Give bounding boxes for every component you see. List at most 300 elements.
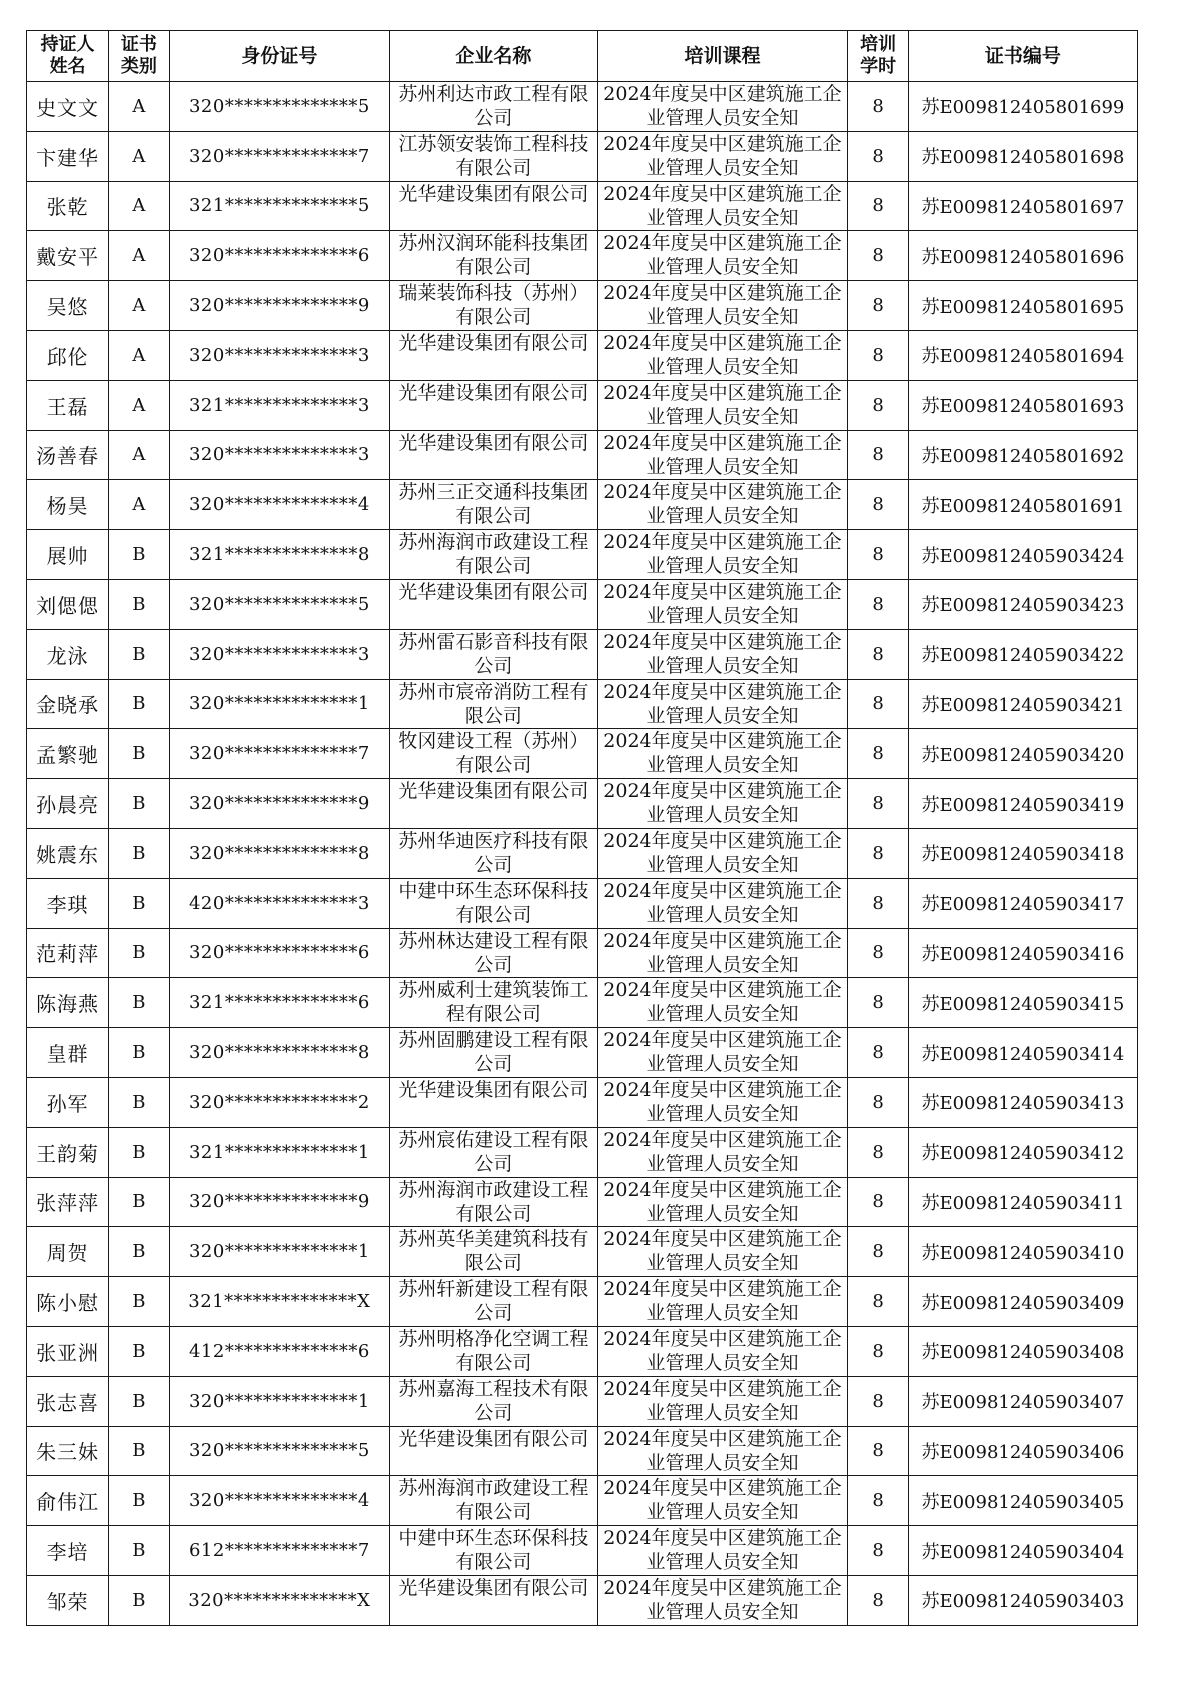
company-cell-text: 中建中环生态环保科技有限公司 — [398, 1527, 589, 1573]
hours-cell: 8 — [848, 1028, 909, 1078]
company-cell-text: 苏州嘉海工程技术有限公司 — [398, 1377, 589, 1423]
company-cell-text: 苏州海润市政建设工程有限公司 — [398, 1477, 589, 1523]
holder-name-cell: 杨昊 — [27, 480, 109, 530]
company-cell-text: 苏州华迪医疗科技有限公司 — [398, 829, 589, 875]
course-cell-text: 2024年度吴中区建筑施工企业管理人员安全知 — [603, 1377, 842, 1423]
company-cell-text: 光华建设集团有限公司 — [398, 1078, 589, 1101]
hours-cell: 8 — [848, 1127, 909, 1177]
course-cell-text: 2024年度吴中区建筑施工企业管理人员安全知 — [603, 182, 842, 228]
hours-cell: 8 — [848, 231, 909, 281]
company-cell — [390, 629, 598, 679]
course-cell-text: 2024年度吴中区建筑施工企业管理人员安全知 — [603, 1278, 842, 1324]
hours-cell: 8 — [848, 480, 909, 530]
cert-number-cell: 苏E009812405903405 — [908, 1476, 1137, 1526]
id-number-cell: 320**************4 — [169, 480, 389, 530]
company-cell-text: 苏州三正交通科技集团有限公司 — [398, 481, 589, 527]
company-cell — [390, 1227, 598, 1277]
company-cell-text: 光华建设集团有限公司 — [398, 580, 589, 603]
company-cell — [390, 131, 598, 181]
company-cell — [390, 1177, 598, 1227]
course-cell-text: 2024年度吴中区建筑施工企业管理人员安全知 — [603, 83, 842, 128]
id-number-cell: 320**************6 — [169, 928, 389, 978]
course-cell — [597, 82, 848, 132]
course-cell-text: 2024年度吴中区建筑施工企业管理人员安全知 — [603, 531, 842, 577]
cert-category-cell: B — [109, 1376, 170, 1426]
cert-category-cell: B — [109, 1127, 170, 1177]
cert-number-cell: 苏E009812405903404 — [908, 1526, 1137, 1576]
company-cell — [390, 330, 598, 380]
company-cell-text: 瑞莱装饰科技（苏州）有限公司 — [398, 282, 589, 328]
course-cell — [597, 131, 848, 181]
hours-cell: 8 — [848, 131, 909, 181]
hours-cell: 8 — [848, 1177, 909, 1227]
certificate-table — [26, 30, 1138, 1626]
company-cell-text: 苏州海润市政建设工程有限公司 — [398, 531, 589, 577]
cert-category-cell: A — [109, 82, 170, 132]
course-cell — [597, 1177, 848, 1227]
hours-cell: 8 — [848, 1326, 909, 1376]
company-cell — [390, 380, 598, 430]
id-number-cell: 320**************1 — [169, 679, 389, 729]
cert-number-cell: 苏E009812405903412 — [908, 1127, 1137, 1177]
table-row — [27, 828, 1138, 878]
holder-name-cell: 张志喜 — [27, 1376, 109, 1426]
cert-number-cell: 苏E009812405903407 — [908, 1376, 1137, 1426]
company-cell-text: 苏州林达建设工程有限公司 — [398, 929, 589, 975]
course-cell — [597, 978, 848, 1028]
id-number-cell: 321**************8 — [169, 530, 389, 580]
cert-number-cell: 苏E009812405903410 — [908, 1227, 1137, 1277]
id-number-cell: 320**************3 — [169, 430, 389, 480]
cert-category-cell: A — [109, 380, 170, 430]
holder-name-cell: 卞建华 — [27, 131, 109, 181]
id-number-cell: 320**************3 — [169, 629, 389, 679]
company-cell — [390, 430, 598, 480]
cert-number-cell: 苏E009812405903417 — [908, 878, 1137, 928]
company-cell-text: 光华建设集团有限公司 — [398, 431, 589, 454]
table-body — [27, 82, 1138, 1626]
course-cell — [597, 1127, 848, 1177]
course-cell-text: 2024年度吴中区建筑施工企业管理人员安全知 — [603, 630, 842, 676]
table-row — [27, 1028, 1138, 1078]
id-number-cell: 321**************5 — [169, 181, 389, 231]
table-row — [27, 330, 1138, 380]
course-cell — [597, 1326, 848, 1376]
company-cell-text: 江苏领安装饰工程科技有限公司 — [398, 132, 589, 178]
course-cell-text: 2024年度吴中区建筑施工企业管理人员安全知 — [603, 879, 842, 925]
company-cell-text: 苏州海润市政建设工程有限公司 — [398, 1178, 589, 1224]
cert-category-cell: B — [109, 1326, 170, 1376]
cert-category-cell: B — [109, 1177, 170, 1227]
cert-number-cell: 苏E009812405801695 — [908, 281, 1137, 331]
hours-cell: 8 — [848, 828, 909, 878]
table-row — [27, 131, 1138, 181]
table-row — [27, 779, 1138, 829]
cert-category-cell: B — [109, 1575, 170, 1625]
company-cell-text: 中建中环生态环保科技有限公司 — [398, 879, 589, 925]
id-number-cell: 412**************6 — [169, 1326, 389, 1376]
hours-cell: 8 — [848, 1526, 909, 1576]
company-cell — [390, 878, 598, 928]
table-row — [27, 1127, 1138, 1177]
id-number-cell: 320**************7 — [169, 131, 389, 181]
holder-name-cell: 孙晨亮 — [27, 779, 109, 829]
cert-category-cell: B — [109, 679, 170, 729]
header-id-number: 身份证号 — [169, 31, 389, 82]
cert-category-cell: B — [109, 1028, 170, 1078]
cert-number-cell: 苏E009812405903415 — [908, 978, 1137, 1028]
cert-category-cell: B — [109, 878, 170, 928]
id-number-cell: 320**************6 — [169, 231, 389, 281]
course-cell-text: 2024年度吴中区建筑施工企业管理人员安全知 — [603, 1427, 842, 1473]
company-cell — [390, 1326, 598, 1376]
id-number-cell: 320**************3 — [169, 330, 389, 380]
cert-category-cell: B — [109, 828, 170, 878]
cert-number-cell: 苏E009812405801692 — [908, 430, 1137, 480]
holder-name-cell: 俞伟江 — [27, 1476, 109, 1526]
table-row — [27, 629, 1138, 679]
table-row — [27, 729, 1138, 779]
holder-name-cell: 展帅 — [27, 530, 109, 580]
id-number-cell: 320**************4 — [169, 1476, 389, 1526]
cert-number-cell: 苏E009812405903411 — [908, 1177, 1137, 1227]
company-cell-text: 光华建设集团有限公司 — [398, 182, 589, 205]
id-number-cell: 320**************5 — [169, 82, 389, 132]
id-number-cell: 612**************7 — [169, 1526, 389, 1576]
company-cell — [390, 480, 598, 530]
course-cell — [597, 330, 848, 380]
hours-cell: 8 — [848, 978, 909, 1028]
company-cell-text: 牧冈建设工程（苏州）有限公司 — [398, 730, 589, 776]
cert-category-cell: A — [109, 281, 170, 331]
company-cell — [390, 1426, 598, 1476]
holder-name-cell: 陈海燕 — [27, 978, 109, 1028]
id-number-cell: 320**************1 — [169, 1376, 389, 1426]
id-number-cell: 420**************3 — [169, 878, 389, 928]
course-cell-text: 2024年度吴中区建筑施工企业管理人员安全知 — [603, 730, 842, 776]
company-cell-text: 苏州固鹏建设工程有限公司 — [398, 1029, 589, 1075]
cert-category-cell: B — [109, 530, 170, 580]
table-row — [27, 1277, 1138, 1327]
hours-cell: 8 — [848, 878, 909, 928]
course-cell-text: 2024年度吴中区建筑施工企业管理人员安全知 — [603, 680, 842, 726]
course-cell-text: 2024年度吴中区建筑施工企业管理人员安全知 — [603, 929, 842, 975]
course-cell — [597, 928, 848, 978]
table-row — [27, 281, 1138, 331]
cert-number-cell: 苏E009812405903423 — [908, 579, 1137, 629]
company-cell — [390, 779, 598, 829]
hours-cell: 8 — [848, 380, 909, 430]
course-cell — [597, 1277, 848, 1327]
hours-cell: 8 — [848, 1476, 909, 1526]
course-cell — [597, 380, 848, 430]
course-cell — [597, 480, 848, 530]
id-number-cell: 320**************9 — [169, 1177, 389, 1227]
cert-number-cell: 苏E009812405903419 — [908, 779, 1137, 829]
hours-cell: 8 — [848, 579, 909, 629]
course-cell — [597, 281, 848, 331]
cert-category-cell: B — [109, 978, 170, 1028]
table-row — [27, 181, 1138, 231]
cert-category-cell: B — [109, 629, 170, 679]
id-number-cell: 320**************8 — [169, 828, 389, 878]
holder-name-cell: 张乾 — [27, 181, 109, 231]
holder-name-cell: 刘偲偲 — [27, 579, 109, 629]
course-cell-text: 2024年度吴中区建筑施工企业管理人员安全知 — [603, 780, 842, 826]
id-number-cell: 320**************5 — [169, 1426, 389, 1476]
cert-number-cell: 苏E009812405903409 — [908, 1277, 1137, 1327]
table-row — [27, 231, 1138, 281]
company-cell — [390, 82, 598, 132]
cert-category-cell: A — [109, 181, 170, 231]
table-row — [27, 430, 1138, 480]
hours-cell: 8 — [848, 1575, 909, 1625]
course-cell-text: 2024年度吴中区建筑施工企业管理人员安全知 — [603, 979, 842, 1025]
company-cell — [390, 231, 598, 281]
course-cell — [597, 231, 848, 281]
table-row — [27, 1227, 1138, 1277]
hours-cell: 8 — [848, 530, 909, 580]
cert-category-cell: B — [109, 579, 170, 629]
cert-category-cell: B — [109, 928, 170, 978]
course-cell — [597, 1526, 848, 1576]
table-row — [27, 1376, 1138, 1426]
course-cell — [597, 579, 848, 629]
cert-number-cell: 苏E009812405903414 — [908, 1028, 1137, 1078]
holder-name-cell: 张萍萍 — [27, 1177, 109, 1227]
table-row — [27, 1326, 1138, 1376]
holder-name-cell: 李培 — [27, 1526, 109, 1576]
header-cert-number: 证书编号 — [908, 31, 1137, 82]
course-cell-text: 2024年度吴中区建筑施工企业管理人员安全知 — [603, 1228, 842, 1274]
id-number-cell: 320**************2 — [169, 1077, 389, 1127]
table-row — [27, 679, 1138, 729]
cert-number-cell: 苏E009812405903418 — [908, 828, 1137, 878]
company-cell — [390, 181, 598, 231]
cert-number-cell: 苏E009812405903424 — [908, 530, 1137, 580]
holder-name-cell: 龙泳 — [27, 629, 109, 679]
course-cell — [597, 1227, 848, 1277]
holder-name-cell: 陈小慰 — [27, 1277, 109, 1327]
holder-name-cell: 周贺 — [27, 1227, 109, 1277]
course-cell-text: 2024年度吴中区建筑施工企业管理人员安全知 — [603, 580, 842, 626]
hours-cell: 8 — [848, 729, 909, 779]
course-cell-text: 2024年度吴中区建筑施工企业管理人员安全知 — [603, 1178, 842, 1224]
holder-name-cell: 张亚洲 — [27, 1326, 109, 1376]
company-cell-text: 苏州轩新建设工程有限公司 — [398, 1278, 589, 1324]
hours-cell: 8 — [848, 82, 909, 132]
cert-category-cell: A — [109, 131, 170, 181]
table-row — [27, 1575, 1138, 1625]
id-number-cell: 321**************3 — [169, 380, 389, 430]
course-cell-text: 2024年度吴中区建筑施工企业管理人员安全知 — [603, 232, 842, 278]
course-cell — [597, 828, 848, 878]
course-cell — [597, 1376, 848, 1426]
hours-cell: 8 — [848, 1227, 909, 1277]
table-row — [27, 380, 1138, 430]
course-cell — [597, 1077, 848, 1127]
cert-category-cell: B — [109, 779, 170, 829]
cert-category-cell: B — [109, 1227, 170, 1277]
course-cell — [597, 878, 848, 928]
holder-name-cell: 孟繁驰 — [27, 729, 109, 779]
company-cell — [390, 1077, 598, 1127]
company-cell — [390, 1376, 598, 1426]
header-course: 培训课程 — [597, 31, 848, 82]
table-row — [27, 480, 1138, 530]
company-cell — [390, 1277, 598, 1327]
holder-name-cell: 王磊 — [27, 380, 109, 430]
course-cell — [597, 530, 848, 580]
table-row — [27, 928, 1138, 978]
table-row — [27, 82, 1138, 132]
course-cell — [597, 779, 848, 829]
course-cell — [597, 1028, 848, 1078]
id-number-cell: 321**************6 — [169, 978, 389, 1028]
cert-number-cell: 苏E009812405903420 — [908, 729, 1137, 779]
table-row — [27, 579, 1138, 629]
id-number-cell: 320**************9 — [169, 281, 389, 331]
course-cell-text: 2024年度吴中区建筑施工企业管理人员安全知 — [603, 431, 842, 477]
cert-category-cell: B — [109, 729, 170, 779]
course-cell-text: 2024年度吴中区建筑施工企业管理人员安全知 — [603, 829, 842, 875]
company-cell-text: 苏州英华美建筑科技有限公司 — [398, 1228, 589, 1274]
course-cell-text: 2024年度吴中区建筑施工企业管理人员安全知 — [603, 331, 842, 377]
id-number-cell: 320**************5 — [169, 579, 389, 629]
company-cell-text: 光华建设集团有限公司 — [398, 1427, 589, 1450]
company-cell — [390, 1127, 598, 1177]
cert-category-cell: A — [109, 231, 170, 281]
table-row — [27, 978, 1138, 1028]
course-cell-text: 2024年度吴中区建筑施工企业管理人员安全知 — [603, 1477, 842, 1523]
cert-number-cell: 苏E009812405903406 — [908, 1426, 1137, 1476]
holder-name-cell: 邹荣 — [27, 1575, 109, 1625]
cert-category-cell: B — [109, 1277, 170, 1327]
company-cell — [390, 928, 598, 978]
holder-name-cell: 姚震东 — [27, 828, 109, 878]
hours-cell: 8 — [848, 181, 909, 231]
hours-cell: 8 — [848, 281, 909, 331]
holder-name-cell: 吴悠 — [27, 281, 109, 331]
header-cert-category: 证书 类别 — [109, 31, 170, 82]
holder-name-cell: 邱伦 — [27, 330, 109, 380]
hours-cell: 8 — [848, 928, 909, 978]
company-cell-text: 苏州威利士建筑装饰工程有限公司 — [398, 979, 589, 1025]
company-cell — [390, 1526, 598, 1576]
hours-cell: 8 — [848, 1277, 909, 1327]
course-cell — [597, 1476, 848, 1526]
id-number-cell: 320**************X — [169, 1575, 389, 1625]
holder-name-cell: 范莉萍 — [27, 928, 109, 978]
course-cell — [597, 181, 848, 231]
company-cell — [390, 1575, 598, 1625]
company-cell — [390, 579, 598, 629]
cert-number-cell: 苏E009812405801698 — [908, 131, 1137, 181]
id-number-cell: 320**************1 — [169, 1227, 389, 1277]
table-row — [27, 1526, 1138, 1576]
hours-cell: 8 — [848, 1077, 909, 1127]
cert-number-cell: 苏E009812405801699 — [908, 82, 1137, 132]
course-cell-text: 2024年度吴中区建筑施工企业管理人员安全知 — [603, 1078, 842, 1124]
holder-name-cell: 史文文 — [27, 82, 109, 132]
holder-name-cell: 戴安平 — [27, 231, 109, 281]
cert-number-cell: 苏E009812405903416 — [908, 928, 1137, 978]
company-cell-text: 光华建设集团有限公司 — [398, 331, 589, 354]
company-cell — [390, 1476, 598, 1526]
course-cell — [597, 430, 848, 480]
company-cell — [390, 281, 598, 331]
company-cell — [390, 679, 598, 729]
course-cell — [597, 729, 848, 779]
table-row — [27, 1476, 1138, 1526]
company-cell — [390, 729, 598, 779]
holder-name-cell: 金晓承 — [27, 679, 109, 729]
company-cell-text: 苏州明格净化空调工程有限公司 — [398, 1327, 589, 1373]
cert-number-cell: 苏E009812405801697 — [908, 181, 1137, 231]
cert-number-cell: 苏E009812405903408 — [908, 1326, 1137, 1376]
cert-category-cell: A — [109, 480, 170, 530]
cert-category-cell: B — [109, 1426, 170, 1476]
cert-number-cell: 苏E009812405903403 — [908, 1575, 1137, 1625]
course-cell-text: 2024年度吴中区建筑施工企业管理人员安全知 — [603, 481, 842, 527]
cert-category-cell: A — [109, 430, 170, 480]
hours-cell: 8 — [848, 1376, 909, 1426]
table-header — [27, 31, 1138, 82]
holder-name-cell: 李琪 — [27, 878, 109, 928]
course-cell — [597, 1426, 848, 1476]
cert-category-cell: A — [109, 330, 170, 380]
company-cell-text: 苏州雷石影音科技有限公司 — [398, 630, 589, 676]
course-cell-text: 2024年度吴中区建筑施工企业管理人员安全知 — [603, 132, 842, 178]
table-row — [27, 1177, 1138, 1227]
hours-cell: 8 — [848, 679, 909, 729]
hours-cell: 8 — [848, 779, 909, 829]
id-number-cell: 321**************X — [169, 1277, 389, 1327]
table-row — [27, 530, 1138, 580]
holder-name-cell: 孙军 — [27, 1077, 109, 1127]
company-cell-text: 苏州汉润环能科技集团有限公司 — [398, 232, 589, 278]
course-cell — [597, 1575, 848, 1625]
company-cell-text: 光华建设集团有限公司 — [398, 780, 589, 803]
holder-name-cell: 朱三妹 — [27, 1426, 109, 1476]
company-cell — [390, 530, 598, 580]
cert-category-cell: B — [109, 1526, 170, 1576]
id-number-cell: 320**************8 — [169, 1028, 389, 1078]
hours-cell: 8 — [848, 330, 909, 380]
table-row — [27, 878, 1138, 928]
course-cell — [597, 679, 848, 729]
company-cell-text: 苏州市宸帝消防工程有限公司 — [398, 680, 589, 726]
course-cell-text: 2024年度吴中区建筑施工企业管理人员安全知 — [603, 1327, 842, 1373]
cert-category-cell: B — [109, 1476, 170, 1526]
header-company: 企业名称 — [390, 31, 598, 82]
course-cell — [597, 629, 848, 679]
header-holder-name: 持证人 姓名 — [27, 31, 109, 82]
id-number-cell: 321**************1 — [169, 1127, 389, 1177]
cert-number-cell: 苏E009812405903421 — [908, 679, 1137, 729]
course-cell-text: 2024年度吴中区建筑施工企业管理人员安全知 — [603, 1128, 842, 1174]
company-cell-text: 光华建设集团有限公司 — [398, 1576, 589, 1599]
table-row — [27, 1077, 1138, 1127]
cert-category-cell: B — [109, 1077, 170, 1127]
course-cell-text: 2024年度吴中区建筑施工企业管理人员安全知 — [603, 1527, 842, 1573]
table-row — [27, 1426, 1138, 1476]
cert-number-cell: 苏E009812405801693 — [908, 380, 1137, 430]
header-hours: 培训 学时 — [848, 31, 909, 82]
hours-cell: 8 — [848, 430, 909, 480]
id-number-cell: 320**************7 — [169, 729, 389, 779]
company-cell-text: 苏州宸佑建设工程有限公司 — [398, 1128, 589, 1174]
